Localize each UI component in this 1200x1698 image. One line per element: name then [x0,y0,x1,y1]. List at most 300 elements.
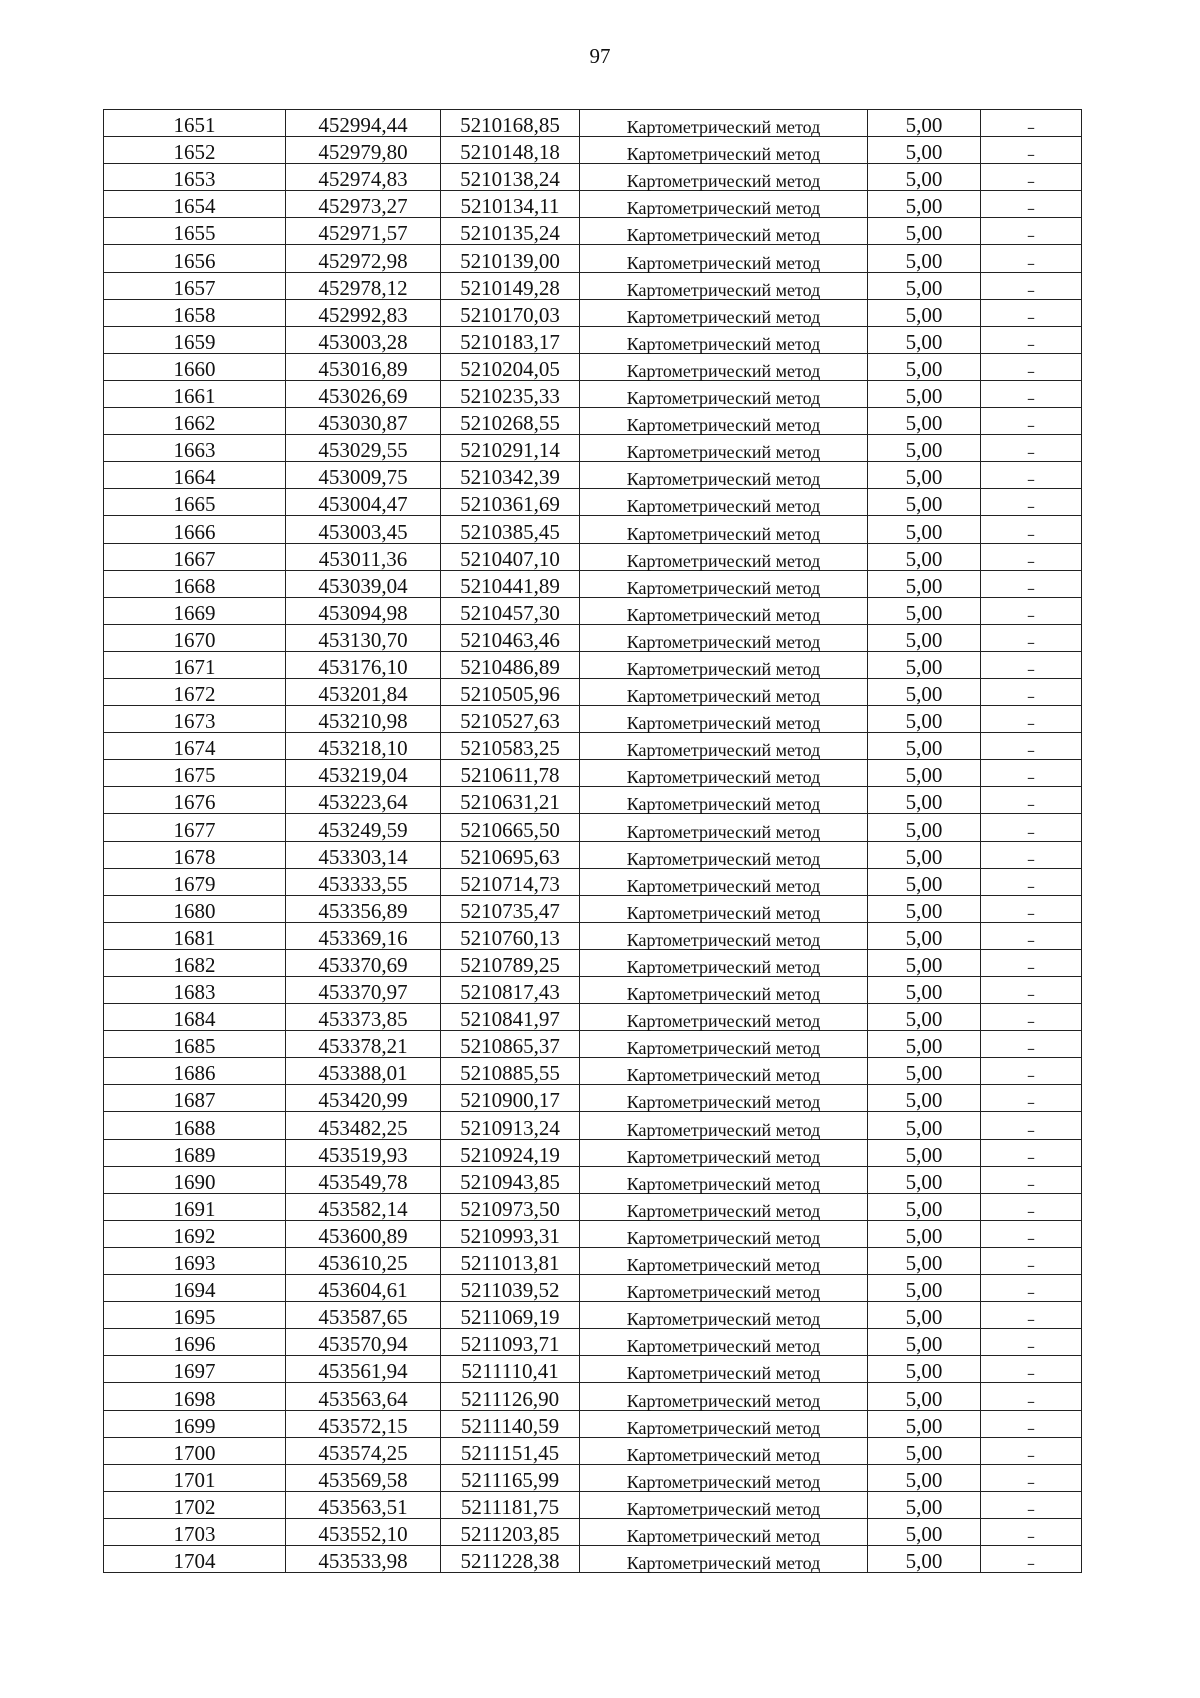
table-row [104,814,1082,841]
point-number-cell: 1683 [104,977,286,1004]
method-cell: Картометрический метод [580,1085,868,1112]
x-coordinate-cell: 452973,27 [286,191,441,218]
description-cell: – [981,299,1082,326]
table-row [104,1031,1082,1058]
accuracy-cell: 5,00 [868,110,981,137]
description-cell: – [981,977,1082,1004]
x-coordinate-cell: 453003,45 [286,516,441,543]
method-cell: Картометрический метод [580,1193,868,1220]
accuracy-cell: 5,00 [868,164,981,191]
point-number-cell: 1699 [104,1410,286,1437]
x-coordinate-cell: 453210,98 [286,706,441,733]
table-row [104,516,1082,543]
x-coordinate-cell: 453533,98 [286,1545,441,1572]
x-coordinate-cell: 452994,44 [286,110,441,137]
accuracy-cell: 5,00 [868,1491,981,1518]
method-cell: Картометрический метод [580,435,868,462]
method-cell: Картометрический метод [580,1247,868,1274]
description-cell: – [981,1193,1082,1220]
description-cell: – [981,624,1082,651]
y-coordinate-cell: 5210170,03 [441,299,580,326]
method-cell: Картометрический метод [580,1518,868,1545]
point-number-cell: 1679 [104,868,286,895]
method-cell: Картометрический метод [580,299,868,326]
accuracy-cell: 5,00 [868,1437,981,1464]
y-coordinate-cell: 5210527,63 [441,706,580,733]
point-number-cell: 1677 [104,814,286,841]
y-coordinate-cell: 5210407,10 [441,543,580,570]
accuracy-cell: 5,00 [868,218,981,245]
x-coordinate-cell: 453604,61 [286,1275,441,1302]
point-number-cell: 1695 [104,1302,286,1329]
accuracy-cell: 5,00 [868,1058,981,1085]
x-coordinate-cell: 453552,10 [286,1518,441,1545]
accuracy-cell: 5,00 [868,868,981,895]
method-cell: Картометрический метод [580,1356,868,1383]
description-cell: – [981,1247,1082,1274]
table-row [104,299,1082,326]
table-row [104,868,1082,895]
method-cell: Картометрический метод [580,1275,868,1302]
method-cell: Картометрический метод [580,977,868,1004]
point-number-cell: 1655 [104,218,286,245]
point-number-cell: 1666 [104,516,286,543]
x-coordinate-cell: 452974,83 [286,164,441,191]
accuracy-cell: 5,00 [868,1031,981,1058]
y-coordinate-cell: 5210611,78 [441,760,580,787]
y-coordinate-cell: 5210268,55 [441,408,580,435]
y-coordinate-cell: 5210885,55 [441,1058,580,1085]
description-cell: – [981,1058,1082,1085]
y-coordinate-cell: 5210149,28 [441,272,580,299]
x-coordinate-cell: 453094,98 [286,597,441,624]
description-cell: – [981,760,1082,787]
point-number-cell: 1681 [104,922,286,949]
description-cell: – [981,1356,1082,1383]
point-number-cell: 1675 [104,760,286,787]
y-coordinate-cell: 5211151,45 [441,1437,580,1464]
x-coordinate-cell: 452979,80 [286,137,441,164]
table-row [104,272,1082,299]
y-coordinate-cell: 5210463,46 [441,624,580,651]
table-row [104,624,1082,651]
y-coordinate-cell: 5210841,97 [441,1004,580,1031]
y-coordinate-cell: 5211165,99 [441,1464,580,1491]
table-row [104,760,1082,787]
x-coordinate-cell: 453176,10 [286,651,441,678]
accuracy-cell: 5,00 [868,624,981,651]
method-cell: Картометрический метод [580,949,868,976]
description-cell: – [981,380,1082,407]
y-coordinate-cell: 5211069,19 [441,1302,580,1329]
point-number-cell: 1676 [104,787,286,814]
description-cell: – [981,895,1082,922]
method-cell: Картометрический метод [580,353,868,380]
y-coordinate-cell: 5210342,39 [441,462,580,489]
accuracy-cell: 5,00 [868,299,981,326]
method-cell: Картометрический метод [580,380,868,407]
description-cell: – [981,408,1082,435]
method-cell: Картометрический метод [580,1491,868,1518]
point-number-cell: 1700 [104,1437,286,1464]
method-cell: Картометрический метод [580,1464,868,1491]
x-coordinate-cell: 453378,21 [286,1031,441,1058]
accuracy-cell: 5,00 [868,1329,981,1356]
description-cell: – [981,1329,1082,1356]
point-number-cell: 1665 [104,489,286,516]
method-cell: Картометрический метод [580,624,868,651]
point-number-cell: 1698 [104,1383,286,1410]
description-cell: – [981,1275,1082,1302]
method-cell: Картометрический метод [580,516,868,543]
accuracy-cell: 5,00 [868,570,981,597]
description-cell: – [981,1085,1082,1112]
point-number-cell: 1664 [104,462,286,489]
method-cell: Картометрический метод [580,922,868,949]
y-coordinate-cell: 5210714,73 [441,868,580,895]
y-coordinate-cell: 5211093,71 [441,1329,580,1356]
table-row [104,380,1082,407]
y-coordinate-cell: 5210134,11 [441,191,580,218]
accuracy-cell: 5,00 [868,353,981,380]
table-row [104,543,1082,570]
point-number-cell: 1680 [104,895,286,922]
x-coordinate-cell: 453569,58 [286,1464,441,1491]
accuracy-cell: 5,00 [868,543,981,570]
x-coordinate-cell: 453039,04 [286,570,441,597]
description-cell: – [981,733,1082,760]
table-row [104,353,1082,380]
point-number-cell: 1654 [104,191,286,218]
point-number-cell: 1696 [104,1329,286,1356]
y-coordinate-cell: 5210924,19 [441,1139,580,1166]
table-row [104,326,1082,353]
point-number-cell: 1692 [104,1220,286,1247]
description-cell: – [981,706,1082,733]
y-coordinate-cell: 5211203,85 [441,1518,580,1545]
method-cell: Картометрический метод [580,868,868,895]
point-number-cell: 1682 [104,949,286,976]
x-coordinate-cell: 453373,85 [286,1004,441,1031]
accuracy-cell: 5,00 [868,678,981,705]
method-cell: Картометрический метод [580,841,868,868]
method-cell: Картометрический метод [580,137,868,164]
x-coordinate-cell: 453600,89 [286,1220,441,1247]
accuracy-cell: 5,00 [868,1356,981,1383]
method-cell: Картометрический метод [580,1383,868,1410]
point-number-cell: 1663 [104,435,286,462]
point-number-cell: 1668 [104,570,286,597]
method-cell: Картометрический метод [580,895,868,922]
method-cell: Картометрический метод [580,1545,868,1572]
y-coordinate-cell: 5210900,17 [441,1085,580,1112]
method-cell: Картометрический метод [580,570,868,597]
description-cell: – [981,678,1082,705]
description-cell: – [981,489,1082,516]
point-number-cell: 1693 [104,1247,286,1274]
table-row [104,462,1082,489]
table-row [104,1275,1082,1302]
table-row [104,110,1082,137]
x-coordinate-cell: 453482,25 [286,1112,441,1139]
table-row [104,1383,1082,1410]
x-coordinate-cell: 453029,55 [286,435,441,462]
table-row [104,733,1082,760]
x-coordinate-cell: 452992,83 [286,299,441,326]
x-coordinate-cell: 453519,93 [286,1139,441,1166]
method-cell: Картометрический метод [580,651,868,678]
point-number-cell: 1694 [104,1275,286,1302]
coordinates-table-body [104,110,1082,1573]
x-coordinate-cell: 453549,78 [286,1166,441,1193]
point-number-cell: 1702 [104,1491,286,1518]
table-row [104,1518,1082,1545]
accuracy-cell: 5,00 [868,462,981,489]
y-coordinate-cell: 5210973,50 [441,1193,580,1220]
accuracy-cell: 5,00 [868,733,981,760]
y-coordinate-cell: 5210183,17 [441,326,580,353]
accuracy-cell: 5,00 [868,1193,981,1220]
x-coordinate-cell: 453563,64 [286,1383,441,1410]
accuracy-cell: 5,00 [868,977,981,1004]
x-coordinate-cell: 453030,87 [286,408,441,435]
y-coordinate-cell: 5210993,31 [441,1220,580,1247]
x-coordinate-cell: 453561,94 [286,1356,441,1383]
table-row [104,1356,1082,1383]
point-number-cell: 1704 [104,1545,286,1572]
description-cell: – [981,110,1082,137]
table-row [104,651,1082,678]
accuracy-cell: 5,00 [868,1085,981,1112]
y-coordinate-cell: 5211110,41 [441,1356,580,1383]
x-coordinate-cell: 453574,25 [286,1437,441,1464]
point-number-cell: 1688 [104,1112,286,1139]
description-cell: – [981,1220,1082,1247]
accuracy-cell: 5,00 [868,1247,981,1274]
y-coordinate-cell: 5210204,05 [441,353,580,380]
table-row [104,977,1082,1004]
x-coordinate-cell: 453563,51 [286,1491,441,1518]
description-cell: – [981,949,1082,976]
point-number-cell: 1678 [104,841,286,868]
accuracy-cell: 5,00 [868,1383,981,1410]
method-cell: Картометрический метод [580,1410,868,1437]
y-coordinate-cell: 5211013,81 [441,1247,580,1274]
method-cell: Картометрический метод [580,1220,868,1247]
y-coordinate-cell: 5210486,89 [441,651,580,678]
y-coordinate-cell: 5210789,25 [441,949,580,976]
y-coordinate-cell: 5210865,37 [441,1031,580,1058]
point-number-cell: 1674 [104,733,286,760]
accuracy-cell: 5,00 [868,597,981,624]
y-coordinate-cell: 5210817,43 [441,977,580,1004]
point-number-cell: 1685 [104,1031,286,1058]
x-coordinate-cell: 453219,04 [286,760,441,787]
description-cell: – [981,570,1082,597]
table-row [104,1112,1082,1139]
point-number-cell: 1670 [104,624,286,651]
table-row [104,922,1082,949]
method-cell: Картометрический метод [580,733,868,760]
table-row [104,706,1082,733]
x-coordinate-cell: 453011,36 [286,543,441,570]
accuracy-cell: 5,00 [868,245,981,272]
table-row [104,1247,1082,1274]
method-cell: Картометрический метод [580,245,868,272]
table-row [104,1545,1082,1572]
description-cell: – [981,326,1082,353]
x-coordinate-cell: 453009,75 [286,462,441,489]
description-cell: – [981,597,1082,624]
accuracy-cell: 5,00 [868,191,981,218]
description-cell: – [981,814,1082,841]
method-cell: Картометрический метод [580,191,868,218]
y-coordinate-cell: 5210665,50 [441,814,580,841]
point-number-cell: 1653 [104,164,286,191]
point-number-cell: 1667 [104,543,286,570]
point-number-cell: 1661 [104,380,286,407]
description-cell: – [981,1166,1082,1193]
x-coordinate-cell: 453420,99 [286,1085,441,1112]
description-cell: – [981,353,1082,380]
method-cell: Картометрический метод [580,1329,868,1356]
y-coordinate-cell: 5210457,30 [441,597,580,624]
description-cell: – [981,1437,1082,1464]
method-cell: Картометрический метод [580,787,868,814]
y-coordinate-cell: 5210631,21 [441,787,580,814]
table-row [104,1437,1082,1464]
y-coordinate-cell: 5210139,00 [441,245,580,272]
method-cell: Картометрический метод [580,814,868,841]
accuracy-cell: 5,00 [868,922,981,949]
x-coordinate-cell: 453201,84 [286,678,441,705]
description-cell: – [981,651,1082,678]
x-coordinate-cell: 453570,94 [286,1329,441,1356]
accuracy-cell: 5,00 [868,1112,981,1139]
table-row [104,787,1082,814]
table-row [104,137,1082,164]
description-cell: – [981,191,1082,218]
x-coordinate-cell: 452978,12 [286,272,441,299]
accuracy-cell: 5,00 [868,408,981,435]
accuracy-cell: 5,00 [868,1410,981,1437]
x-coordinate-cell: 453572,15 [286,1410,441,1437]
table-row [104,1193,1082,1220]
description-cell: – [981,1491,1082,1518]
accuracy-cell: 5,00 [868,1220,981,1247]
point-number-cell: 1687 [104,1085,286,1112]
accuracy-cell: 5,00 [868,895,981,922]
y-coordinate-cell: 5211140,59 [441,1410,580,1437]
method-cell: Картометрический метод [580,543,868,570]
coordinates-table [103,109,1082,1573]
point-number-cell: 1684 [104,1004,286,1031]
table-row [104,1302,1082,1329]
method-cell: Картометрический метод [580,1031,868,1058]
description-cell: – [981,787,1082,814]
table-row [104,1085,1082,1112]
x-coordinate-cell: 453004,47 [286,489,441,516]
description-cell: – [981,841,1082,868]
point-number-cell: 1660 [104,353,286,380]
y-coordinate-cell: 5210913,24 [441,1112,580,1139]
description-cell: – [981,1302,1082,1329]
table-row [104,1410,1082,1437]
y-coordinate-cell: 5210168,85 [441,110,580,137]
y-coordinate-cell: 5210235,33 [441,380,580,407]
x-coordinate-cell: 452972,98 [286,245,441,272]
point-number-cell: 1657 [104,272,286,299]
description-cell: – [981,462,1082,489]
point-number-cell: 1672 [104,678,286,705]
point-number-cell: 1669 [104,597,286,624]
x-coordinate-cell: 453003,28 [286,326,441,353]
x-coordinate-cell: 453223,64 [286,787,441,814]
table-row [104,435,1082,462]
table-row [104,949,1082,976]
method-cell: Картометрический метод [580,1004,868,1031]
accuracy-cell: 5,00 [868,760,981,787]
x-coordinate-cell: 453026,69 [286,380,441,407]
description-cell: – [981,1410,1082,1437]
table-row [104,245,1082,272]
accuracy-cell: 5,00 [868,326,981,353]
accuracy-cell: 5,00 [868,435,981,462]
point-number-cell: 1673 [104,706,286,733]
description-cell: – [981,1464,1082,1491]
method-cell: Картометрический метод [580,489,868,516]
accuracy-cell: 5,00 [868,651,981,678]
description-cell: – [981,922,1082,949]
accuracy-cell: 5,00 [868,1166,981,1193]
description-cell: – [981,1545,1082,1572]
accuracy-cell: 5,00 [868,949,981,976]
accuracy-cell: 5,00 [868,706,981,733]
method-cell: Картометрический метод [580,1302,868,1329]
method-cell: Картометрический метод [580,326,868,353]
y-coordinate-cell: 5210735,47 [441,895,580,922]
method-cell: Картометрический метод [580,164,868,191]
description-cell: – [981,137,1082,164]
table-row [104,1004,1082,1031]
point-number-cell: 1671 [104,651,286,678]
x-coordinate-cell: 453369,16 [286,922,441,949]
method-cell: Картометрический метод [580,597,868,624]
x-coordinate-cell: 453333,55 [286,868,441,895]
table-row [104,1491,1082,1518]
x-coordinate-cell: 453249,59 [286,814,441,841]
table-row [104,597,1082,624]
table-row [104,164,1082,191]
table-row [104,218,1082,245]
accuracy-cell: 5,00 [868,1464,981,1491]
point-number-cell: 1652 [104,137,286,164]
point-number-cell: 1651 [104,110,286,137]
method-cell: Картометрический метод [580,1437,868,1464]
method-cell: Картометрический метод [580,110,868,137]
y-coordinate-cell: 5210138,24 [441,164,580,191]
table-row [104,570,1082,597]
table-row [104,841,1082,868]
y-coordinate-cell: 5210291,14 [441,435,580,462]
x-coordinate-cell: 453582,14 [286,1193,441,1220]
description-cell: – [981,164,1082,191]
y-coordinate-cell: 5210505,96 [441,678,580,705]
x-coordinate-cell: 453610,25 [286,1247,441,1274]
description-cell: – [981,543,1082,570]
description-cell: – [981,272,1082,299]
y-coordinate-cell: 5211181,75 [441,1491,580,1518]
